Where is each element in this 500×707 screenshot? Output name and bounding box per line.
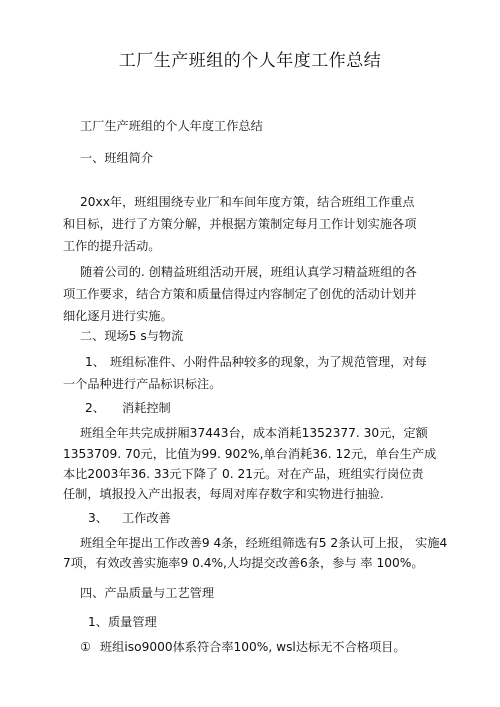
paragraph-line: 细化逐月进行实施。 (63, 309, 173, 323)
paragraph-line: 工作的提升活动。 (63, 239, 161, 253)
paragraph-line: 任制，填报投入产出报表，每周对库存数字和实物进行抽验. (63, 487, 384, 501)
document-title: 工厂生产班组的个人年度工作总结 (118, 51, 382, 71)
paragraph-line: 班组iso9000体系符合率100%, wsl达标无不合格项目。 (100, 640, 406, 654)
section-heading-quality: 四、产品质量与工艺管理 (80, 586, 215, 600)
subsection-heading-consumption: 消耗控制 (122, 401, 171, 415)
list-item-label: 2、 (85, 401, 105, 415)
subsection-heading-quality-mgmt: 1、质量管理 (88, 615, 157, 629)
paragraph-line: 1353709. 70元，比值为99. 902%,单台消耗36. 12元，单台生产成 (63, 447, 437, 461)
section-heading-5s: 二、现场5 s与物流 (80, 329, 184, 343)
paragraph-line: 项工作要求，结合方策和质量信得过内容制定了创优的活动计划并 (63, 287, 417, 301)
subsection-heading-improvement: 工作改善 (122, 511, 171, 525)
paragraph-line: 20xx年，班组围绕专业厂和车间年度方策，结合班组工作重点 (80, 195, 415, 209)
paragraph-line: 随着公司的. 创精益班组活动开展，班组认真学习精益班组的各 (80, 265, 417, 279)
list-item-label: 3、 (88, 511, 108, 525)
paragraph-line: 班组全年提出工作改善9 4条，经班组筛选有5 2条认可上报， 实施4 (80, 536, 448, 550)
paragraph-line: 和目标，进行了方策分解，并根据方策制定每月工作计划实施各项 (63, 217, 417, 231)
paragraph-line: 班组标准件、小附件品种较多的现象，为了规范管理，对每 (110, 355, 427, 369)
paragraph-line: 一个品种进行产品标识标注。 (63, 377, 222, 391)
document-subtitle: 工厂生产班组的个人年度工作总结 (80, 119, 263, 133)
paragraph-line: 本比2003年36. 33元下降了 0. 21元。对在产品，班组实行岗位责 (63, 467, 424, 481)
circled-number-1: ① (80, 640, 91, 654)
section-heading-team-intro: 一、班组简介 (80, 151, 154, 165)
paragraph-line: 7项，有效改善实施率9 0.4%,人均提交改善6条，参与 率 100%。 (63, 556, 424, 570)
paragraph-line: 班组全年共完成拼厢37443台，成本消耗1352377. 30元，定额 (80, 426, 428, 440)
list-item-label: 1、 (85, 355, 105, 369)
